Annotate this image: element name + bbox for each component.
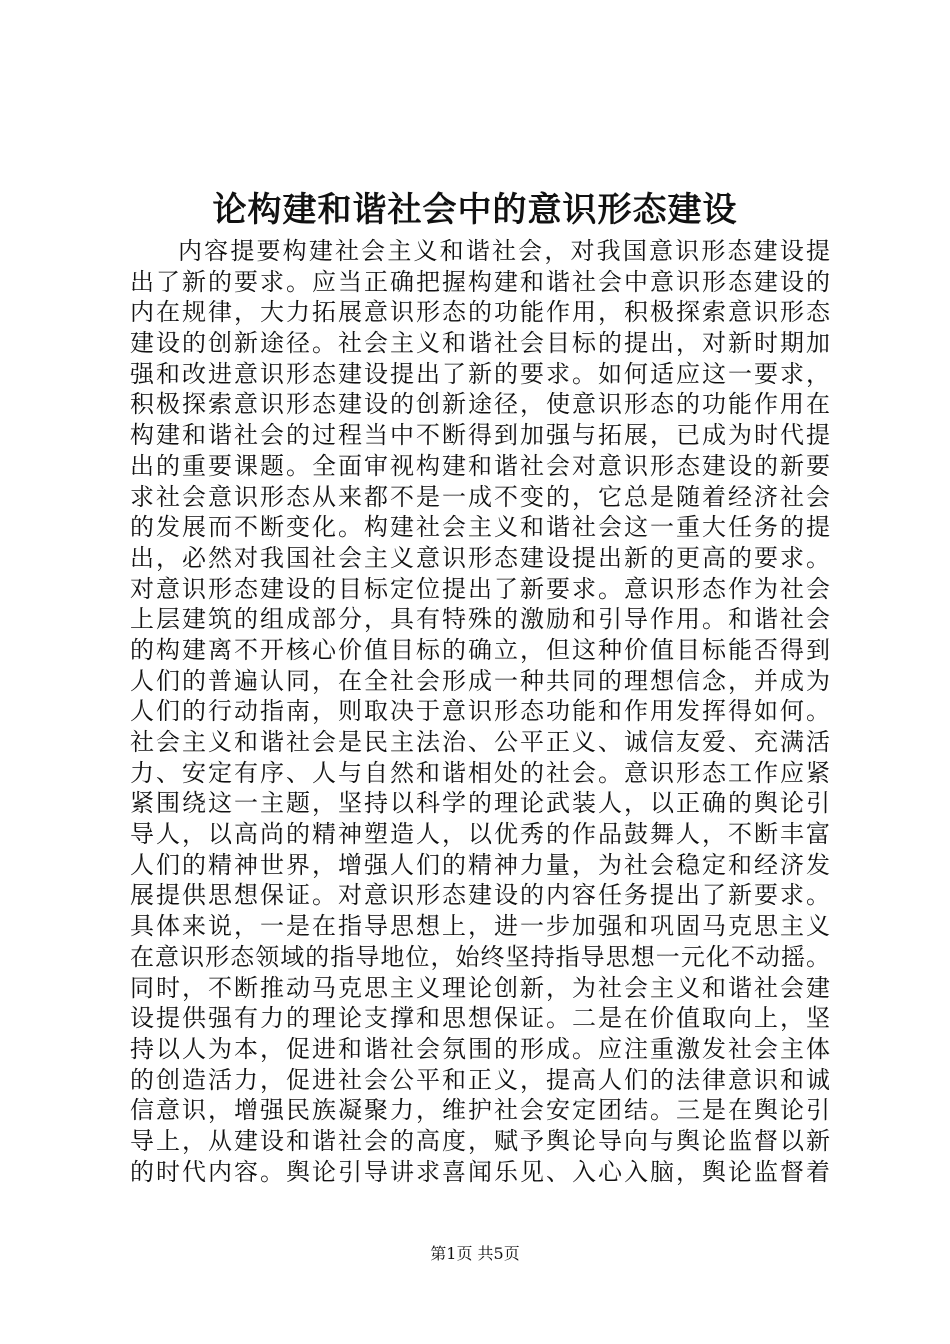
body-line: 的时代内容。舆论引导讲求喜闻乐见、入心入脑，舆论监督着 <box>130 1157 830 1186</box>
body-line: 建设的创新途径。社会主义和谐社会目标的提出，对新时期加 <box>130 329 830 358</box>
body-line: 的发展而不断变化。构建社会主义和谐社会这一重大任务的提 <box>130 513 830 542</box>
body-line: 对意识形态建设的目标定位提出了新要求。意识形态作为社会 <box>130 574 830 603</box>
body-line: 在意识形态领域的指导地位，始终坚持指导思想一元化不动摇。 <box>130 942 830 971</box>
body-line: 积极探索意识形态建设的创新途径，使意识形态的功能作用在 <box>130 390 830 419</box>
body-line: 力、安定有序、人与自然和谐相处的社会。意识形态工作应紧 <box>130 758 830 787</box>
body-line: 人们的普遍认同，在全社会形成一种共同的理想信念，并成为 <box>130 666 830 695</box>
body-line: 导人，以高尚的精神塑造人，以优秀的作品鼓舞人，不断丰富 <box>130 820 830 849</box>
document-body <box>130 236 830 1187</box>
body-line: 社会主义和谐社会是民主法治、公平正义、诚信友爱、充满活 <box>130 728 830 756</box>
body-line: 出，必然对我国社会主义意识形态建设提出新的更高的要求。 <box>130 543 830 572</box>
body-line: 内容提要构建社会主义和谐社会，对我国意识形态建设提 <box>178 237 830 265</box>
body-line: 求社会意识形态从来都不是一成不变的，它总是随着经济社会 <box>130 482 830 511</box>
body-line: 持以人为本，促进和谐社会氛围的形成。应注重激发社会主体 <box>130 1034 830 1063</box>
body-line: 具体来说，一是在指导思想上，进一步加强和巩固马克思主义 <box>130 912 830 941</box>
body-line: 紧围绕这一主题，坚持以科学的理论武装人，以正确的舆论引 <box>130 789 830 818</box>
body-line: 的创造活力，促进社会公平和正义，提高人们的法律意识和诚 <box>130 1065 830 1094</box>
body-line: 设提供强有力的理论支撑和思想保证。二是在价值取向上，坚 <box>130 1004 830 1033</box>
body-line: 展提供思想保证。对意识形态建设的内容任务提出了新要求。 <box>130 881 830 910</box>
document-title: 论构建和谐社会中的意识形态建设 <box>212 190 738 230</box>
body-line: 出了新的要求。应当正确把握构建和谐社会中意识形态建设的 <box>130 267 830 296</box>
body-line: 内在规律，大力拓展意识形态的功能作用，积极探索意识形态 <box>130 298 830 327</box>
body-line: 人们的行动指南，则取决于意识形态功能和作用发挥得如何。 <box>130 697 830 726</box>
body-line: 构建和谐社会的过程当中不断得到加强与拓展，已成为时代提 <box>130 421 830 450</box>
body-line: 导上，从建设和谐社会的高度，赋予舆论导向与舆论监督以新 <box>130 1126 830 1155</box>
body-line: 信意识，增强民族凝聚力，维护社会安定团结。三是在舆论引 <box>130 1096 830 1125</box>
body-line: 同时，不断推动马克思主义理论创新，为社会主义和谐社会建 <box>130 973 830 1002</box>
body-line: 出的重要课题。全面审视构建和谐社会对意识形态建设的新要 <box>130 451 830 480</box>
body-line: 人们的精神世界，增强人们的精神力量，为社会稳定和经济发 <box>130 850 830 879</box>
page-footer: 第1页 共5页 <box>430 1244 520 1263</box>
body-line: 强和改进意识形态建设提出了新的要求。如何适应这一要求， <box>130 359 830 388</box>
body-line: 的构建离不开核心价值目标的确立，但这种价值目标能否得到 <box>130 635 830 664</box>
body-line: 上层建筑的组成部分，具有特殊的激励和引导作用。和谐社会 <box>130 605 830 634</box>
